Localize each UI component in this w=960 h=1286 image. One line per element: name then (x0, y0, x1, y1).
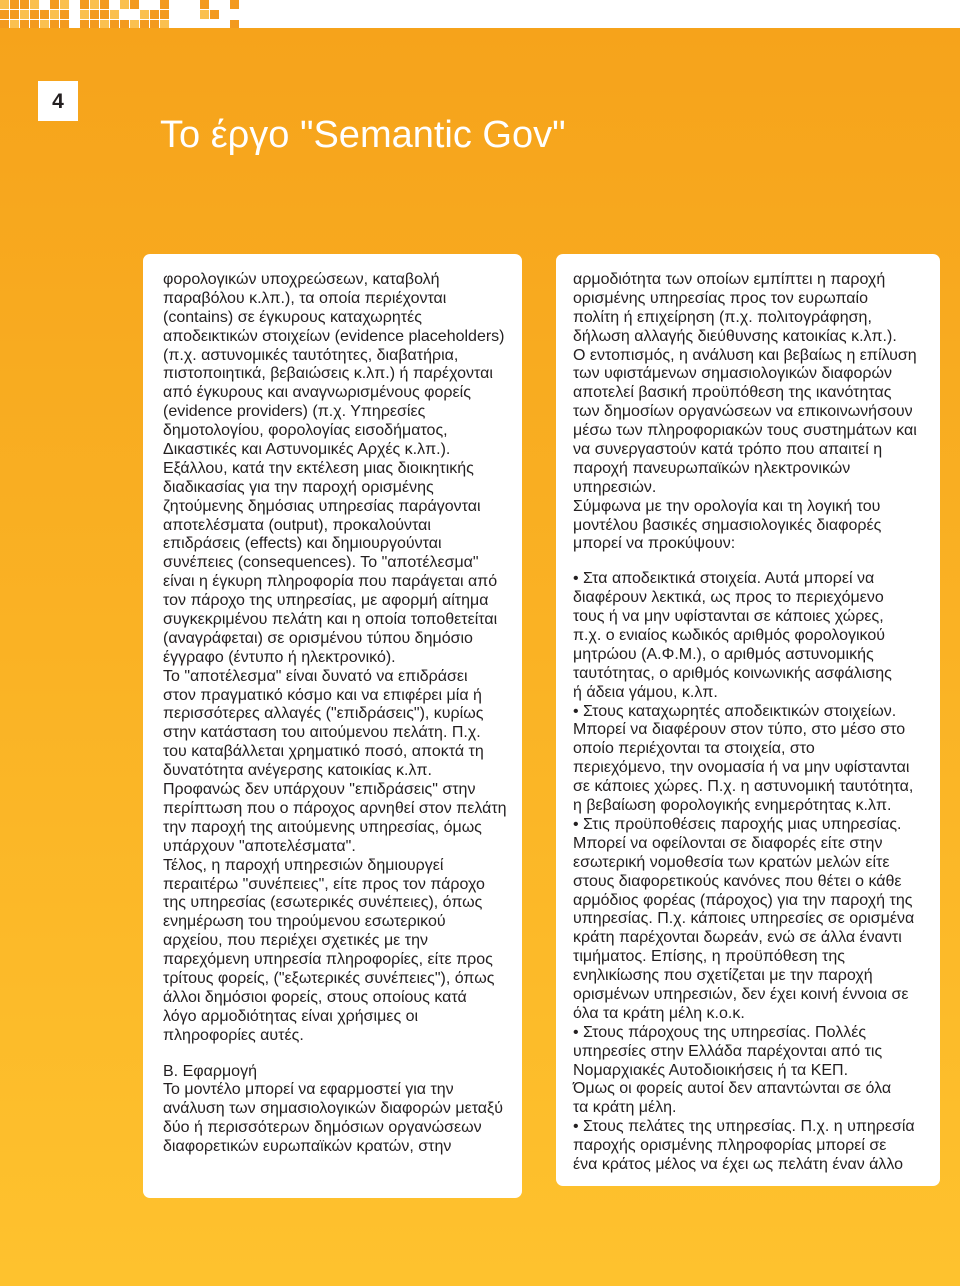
text-line: αρμόδιος φορέας (πάροχος) για την παροχή της (573, 891, 913, 909)
pixel-square (200, 10, 209, 19)
text-line: μπορεί να προκύψουν: (573, 535, 736, 553)
text-line: π.χ. ο ενιαίος κωδικός αριθμός φορολογικού (573, 627, 885, 645)
pixel-square (80, 10, 89, 19)
pixel-square (230, 0, 239, 9)
text-line: να συνεργαστούν κατά τρόπο που απαιτεί η (573, 441, 883, 459)
text-line: ανάλυση των σημασιολογικών διαφορών μεταξύ (163, 1100, 503, 1118)
pixel-square (20, 10, 29, 19)
text-line: (αναγράφεται) σε ορισμένου τύπου δημόσιο (163, 629, 473, 647)
pixel-square (40, 10, 49, 19)
pixel-square (230, 20, 239, 28)
pixel-square (130, 0, 139, 9)
text-line: πληροφορίες αυτές. (163, 1026, 304, 1044)
pixel-square (0, 20, 9, 28)
text-line: υπηρεσίας. Π.χ. κάποιες υπηρεσίες σε ορισμένα (573, 910, 915, 928)
text-section (163, 271, 522, 1046)
text-line: περισσότερες αλλαγές ("επιδράσεις"), κυρίως (163, 705, 484, 723)
text-line: Τέλος, η παροχή υπηρεσιών δημιουργεί (163, 856, 444, 874)
text-line: κράτη παρέχονται δωρεάν, ενώ σε άλλα έναντι (573, 929, 902, 947)
text-line: ενηλικίωσης που σχετίζεται με την παροχή (573, 967, 873, 985)
text-line: διαδικασίας για την παροχή ορισμένης (163, 478, 434, 496)
text-line: υπάρχουν "αποτελέσματα". (163, 837, 356, 855)
text-line: την παροχή της αιτούμενης υπηρεσίας, όμως (163, 818, 482, 836)
text-line: Ο εντοπισμός, η ανάλυση και βεβαίως η επίλυση (573, 346, 917, 364)
text-line: δημοτολογίου, φορολογίας εισοδήματος, (163, 422, 448, 440)
pixel-pattern-decoration (0, 0, 240, 28)
text-line: των υφιστάμενων σημασιολογικών διαφορών (573, 365, 893, 383)
text-line: Μπορεί να διαφέρουν στον τύπο, στο μέσο στο (573, 721, 906, 739)
text-line: ταυτότητας, ο αριθμός κοινωνικής ασφάλισης (573, 664, 892, 682)
pixel-square (160, 10, 169, 19)
bullet-line: • Στα αποδεικτικά στοιχεία. Αυτά μπορεί να (573, 570, 875, 588)
pixel-square (50, 20, 59, 28)
pixel-square (160, 20, 169, 28)
pixel-square (140, 20, 149, 28)
text-line: φορολογικών υποχρεώσεων, καταβολή (163, 271, 440, 288)
text-line: Νομαρχιακές Αυτοδιοικήσεις ή τα ΚΕΠ. (573, 1061, 849, 1079)
text-line: Όμως οι φορείς αυτοί δεν απαντώνται σε όλα (573, 1080, 892, 1098)
pixel-square (120, 0, 129, 9)
pixel-square (130, 20, 139, 28)
text-line: από έγκυρους και αναγνωρισμένους φορείς (163, 384, 471, 402)
text-line: δυνατότητα ανέγερσης κατοικίας κ.λπ. (163, 762, 432, 780)
text-line: Σύμφωνα με την ορολογία και τη λογική του (573, 497, 881, 515)
text-line: Προφανώς δεν υπάρχουν "επιδράσεις" στην (163, 781, 476, 799)
text-line: ορισμένης υπηρεσίας προς τον ευρωπαίο (573, 289, 868, 307)
text-line: όλα τα κράτη μέλη κ.ο.κ. (573, 1004, 745, 1022)
text-line: Το μοντέλο μπορεί να εφαρμοστεί για την (163, 1081, 454, 1099)
page-number-box (38, 81, 78, 121)
pixel-square (50, 0, 59, 9)
text-line: περίπτωση που ο πάροχος αρνηθεί στον πελάτη (163, 799, 507, 817)
text-section (573, 570, 940, 1175)
pixel-square (10, 10, 19, 19)
pixel-square (110, 10, 119, 19)
pixel-square (0, 10, 9, 19)
text-line: οποίο περιέχονται τα στοιχεία, στο (573, 740, 815, 758)
pixel-square (30, 10, 39, 19)
text-line: η βεβαίωση φορολογικής ενημερότητας κ.λπ. (573, 797, 892, 815)
pixel-square (160, 0, 169, 9)
text-section (573, 271, 940, 554)
text-line: αποδεικτικών στοιχείων (evidence placeholders) (163, 327, 505, 345)
pixel-square (100, 20, 109, 28)
text-line: (contains) σε έγκυρους καταχωρητές (163, 308, 422, 326)
text-line: της υπηρεσίας (εσωτερικές συνέπειες), όπως (163, 894, 483, 912)
text-line: παροχής ορισμένης πληροφορίας μπορεί σε (573, 1137, 887, 1155)
text-section (163, 1063, 522, 1157)
pixel-square (150, 20, 159, 28)
pixel-square (90, 10, 99, 19)
pixel-square (80, 20, 89, 28)
text-line: τρίτους φορείς, ("εξωτερικές συνέπειες"), όπως (163, 969, 495, 987)
bullet-line: • Στους καταχωρητές αποδεικτικών στοιχείων. (573, 702, 897, 720)
text-line: αρμοδιότητα των οποίων εμπίπτει η παροχή (573, 271, 886, 288)
pixel-square (140, 10, 149, 19)
text-line: περαιτέρω "συνέπειες", είτε προς τον πάροχο (163, 875, 485, 893)
text-line: αποτελέσματα (output), προκαλούνται (163, 516, 431, 534)
text-line: ζητούμενης δημόσιας υπηρεσίας παράγονται (163, 497, 481, 515)
text-line: πολίτη ή επιχείρηση (π.χ. πολιτογράφηση, (573, 308, 872, 326)
text-line: τιμήματος. Επίσης, η προϋπόθεση της (573, 948, 845, 966)
right-text-column (556, 254, 940, 1186)
text-line: Δικαστικές και Αστυνομικές Αρχές κ.λπ.). (163, 441, 451, 459)
text-line: αρχείου, που περιέχει σχετικές με την (163, 932, 428, 950)
text-line: του καταβάλλεται χρηματικό ποσό, αποκτά τη (163, 743, 484, 761)
pixel-square (20, 0, 29, 9)
text-line: υπηρεσιών. (573, 478, 657, 496)
pixel-square (200, 0, 209, 9)
text-line: σε κάποιες χώρες. Π.χ. η αστυνομική ταυτότητα, (573, 778, 914, 796)
text-line: τα κράτη μέλη. (573, 1099, 677, 1117)
text-line: παρεχόμενη υπηρεσία πληροφορίες, είτε προς (163, 951, 493, 969)
pixel-square (100, 10, 109, 19)
text-line: περιεχόμενο, την ονομασία ή να μην υφίστανται (573, 759, 910, 777)
text-line: ενημέρωση του τηρούμενου εσωτερικού (163, 913, 446, 931)
pixel-square (90, 20, 99, 28)
pixel-square (100, 0, 109, 9)
pixel-square (50, 10, 59, 19)
text-line: μέσω των πληροφοριακών τους συστημάτων και (573, 422, 917, 440)
text-line: στην κατάσταση του αιτούμενου πελάτη. Π.χ. (163, 724, 481, 742)
pixel-square (10, 0, 19, 9)
page-number: 4 (52, 89, 64, 113)
pixel-square (90, 0, 99, 9)
bullet-line: • Στους πελάτες της υπηρεσίας. Π.χ. η υπηρεσία (573, 1118, 915, 1136)
text-line: δύο ή περισσότερων δημόσιων οργανώσεων (163, 1119, 482, 1137)
text-line: των δημοσίων οργανώσεων να επικοινωνήσουν (573, 403, 913, 421)
text-line: Μπορεί να οφείλονται σε διαφορές είτε στην (573, 834, 883, 852)
bullet-line: • Στους πάροχους της υπηρεσίας. Πολλές (573, 1023, 867, 1041)
pixel-square (110, 20, 119, 28)
pixel-square (150, 10, 159, 19)
pixel-square (30, 20, 39, 28)
pixel-square (10, 20, 19, 28)
left-text-column (143, 254, 522, 1198)
text-line: είναι η έγκυρη πληροφορία που παράγεται από (163, 573, 498, 591)
text-line: υπηρεσίες στην Ελλάδα παρέχονται από τις (573, 1042, 883, 1060)
text-line: διαφέρουν λεκτικά, ως προς το περιεχόμενο (573, 589, 884, 607)
text-line: (evidence providers) (π.χ. Υπηρεσίες (163, 403, 426, 421)
text-line: Εξάλλου, κατά την εκτέλεση μιας διοικητικής (163, 459, 474, 477)
text-line: μητρώου (Α.Φ.Μ.), ο αριθμός αστυνομικής (573, 645, 874, 663)
text-line: ορισμένων υπηρεσιών, δεν έχει κοινή έννοια σε (573, 985, 909, 1003)
text-line: έγγραφο (έντυπο ή ηλεκτρονικό). (163, 648, 396, 666)
pixel-square (30, 0, 39, 9)
text-line: ή άδεια γάμου, κ.λπ. (573, 683, 718, 701)
text-line: διαφορετικών ευρωπαϊκών κρατών, στην (163, 1138, 452, 1156)
text-line: στον πραγματικό κόσμο και να επιφέρει μία ή (163, 686, 482, 704)
pixel-square (120, 20, 129, 28)
pixel-square (0, 0, 9, 9)
text-line: στους διαφορετικούς κανόνες που θέτει ο κάθε (573, 872, 902, 890)
text-line: παροχή πανευρωπαϊκών ηλεκτρονικών (573, 459, 851, 477)
pixel-square (210, 10, 219, 19)
text-line: Το "αποτέλεσμα" είναι δυνατό να επιδράσει (163, 667, 468, 685)
text-line: εσωτερική νομοθεσία των κρατών μελών είτε (573, 853, 890, 871)
text-line: τον πάροχο της υπηρεσίας, με αφορμή αίτημα (163, 592, 489, 610)
text-line: αποτελεί βασική προϋπόθεση της ικανότητας (573, 384, 892, 402)
text-line: τους ή να μην υφίστανται σε κάποιες χώρες, (573, 608, 884, 626)
text-line: Β. Εφαρμογή (163, 1062, 257, 1080)
text-line: μοντέλου βασικές σημασιολογικές διαφορές (573, 516, 882, 534)
text-line: επιδράσεις (effects) και δημιουργούνται (163, 535, 442, 553)
text-line: παραβόλου κ.λπ.), τα οποία περιέχονται (163, 289, 447, 307)
page-title: Το έργο "Semantic Gov" (160, 114, 566, 156)
pixel-square (40, 20, 49, 28)
pixel-square (60, 0, 69, 9)
pixel-square (20, 20, 29, 28)
text-line: (π.χ. αστυνομικές ταυτότητες, διαβατήρια, (163, 346, 459, 364)
text-line: συνέπειες (consequences). Το "αποτέλεσμα" (163, 554, 479, 572)
text-line: ένα κράτος μέλος να έχει ως πελάτη έναν άλλο (573, 1155, 904, 1173)
text-line: άλλοι δημόσιοι φορείς, στους οποίους κατά (163, 988, 467, 1006)
text-line: λόγο αρμοδιότητας είναι χρήσιμες οι (163, 1007, 419, 1025)
bullet-line: • Στις προϋποθέσεις παροχής μιας υπηρεσίας. (573, 815, 902, 833)
pixel-square (80, 0, 89, 9)
pixel-square (60, 10, 69, 19)
pixel-square (60, 20, 69, 28)
text-line: πιστοποιητικά, βεβαιώσεις κ.λπ.) ή παρέχονται (163, 365, 493, 383)
text-line: συγκεκριμένου πελάτη και η οποία τοποθετείται (163, 611, 498, 629)
text-line: δήλωση αλλαγής διεύθυνσης κατοικίας κ.λπ.). (573, 327, 897, 345)
